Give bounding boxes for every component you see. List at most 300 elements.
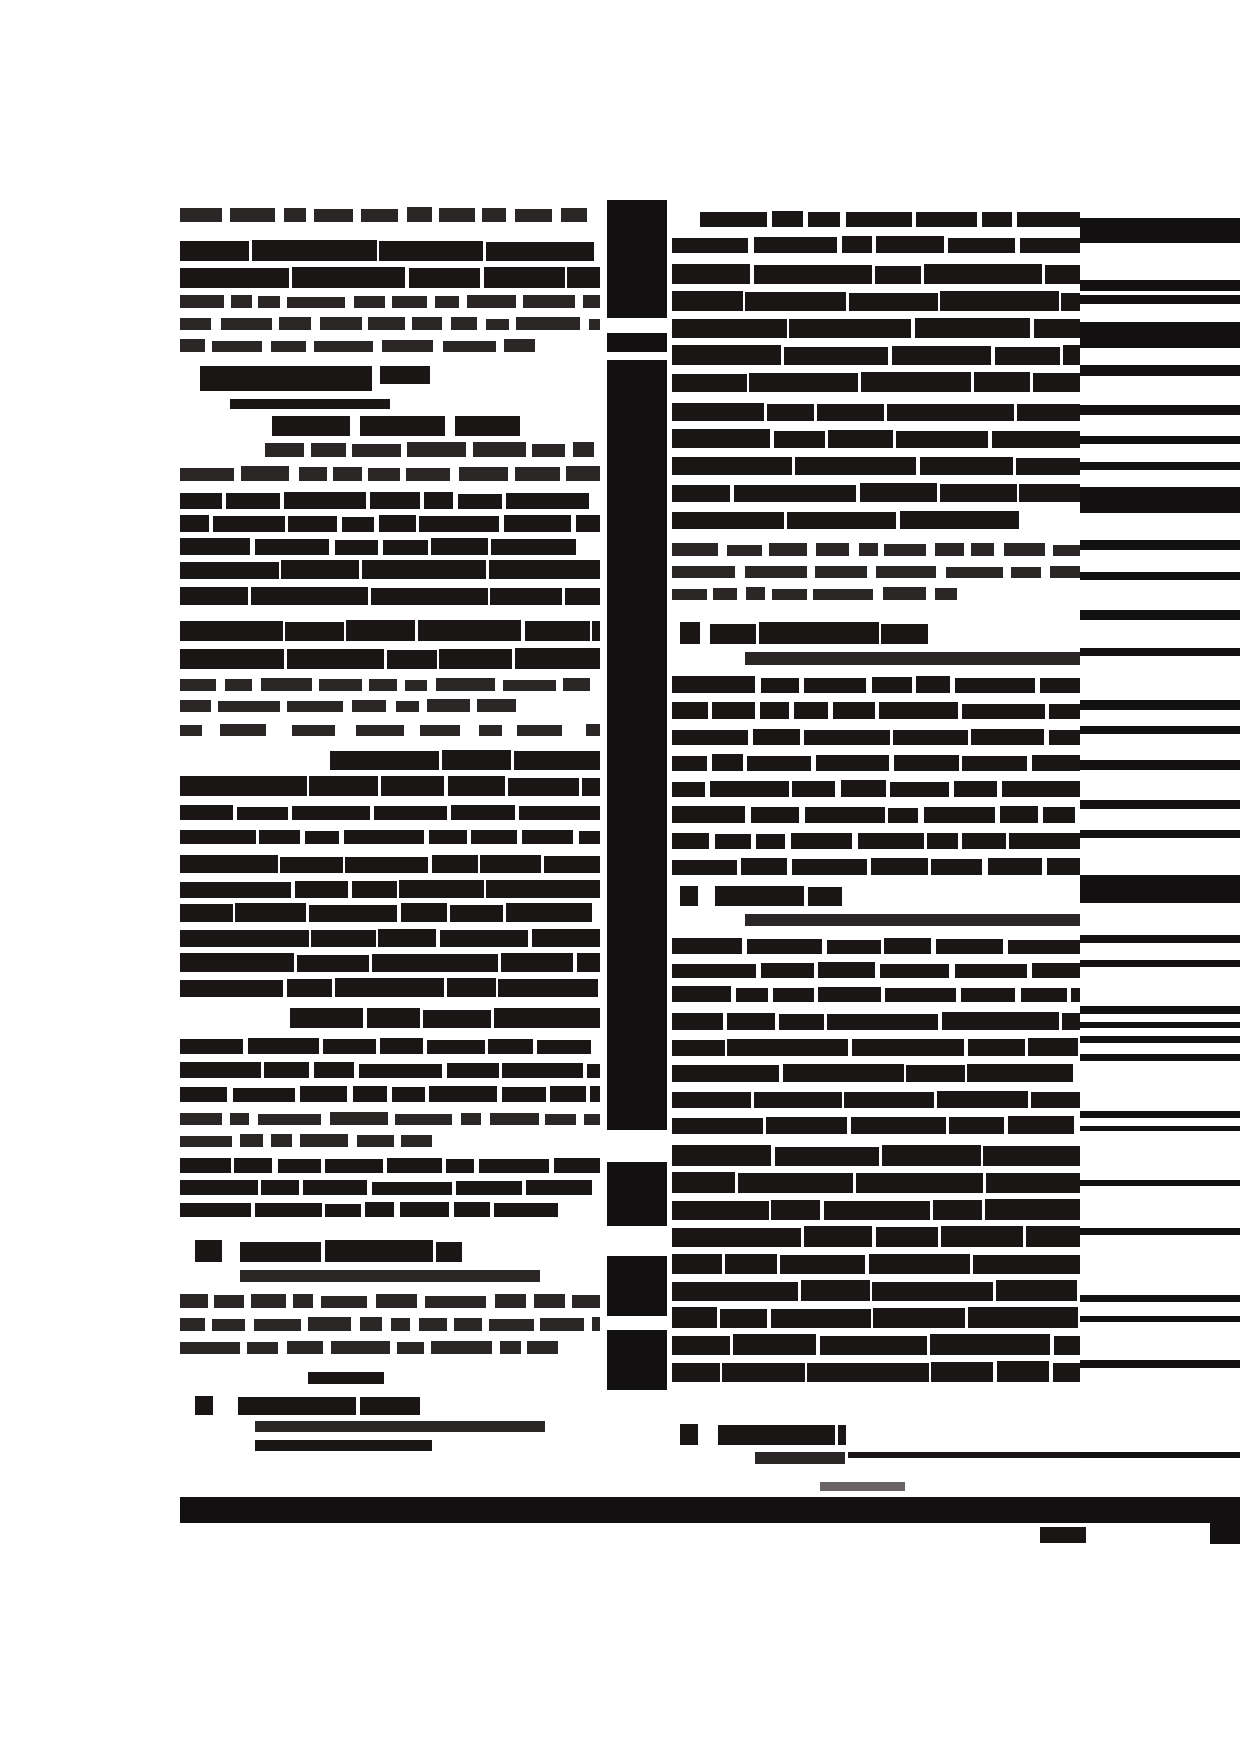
illegible-word-blob [672, 457, 792, 475]
illegible-word-blob [284, 492, 366, 509]
illegible-word-blob [369, 679, 396, 691]
illegible-word-blob [180, 700, 211, 712]
edge-bleed-streak [1080, 436, 1240, 444]
illegible-word-blob [851, 1117, 946, 1134]
illegible-word-blob [1062, 1013, 1080, 1030]
illegible-word-blob [876, 566, 936, 578]
illegible-word-blob [515, 648, 600, 669]
illegible-word-blob [213, 516, 285, 532]
illegible-word-blob [949, 1117, 1004, 1134]
illegible-word-blob [371, 588, 488, 605]
illegible-word-blob [808, 887, 842, 906]
illegible-word-blob [392, 296, 427, 308]
illegible-word-blob [281, 560, 359, 579]
paragraph-line [180, 339, 543, 352]
edge-bleed-streak [1080, 1295, 1240, 1302]
paragraph-line [672, 1199, 1084, 1220]
illegible-word-blob [419, 516, 499, 532]
illegible-word-blob [506, 493, 590, 509]
illegible-word-blob [330, 1112, 387, 1125]
illegible-word-blob [258, 1114, 322, 1125]
illegible-word-blob [672, 1282, 798, 1301]
paragraph-line [672, 858, 1085, 875]
illegible-word-blob [780, 1255, 866, 1274]
edge-bleed-streak [1080, 1180, 1240, 1186]
illegible-word-blob [335, 978, 444, 997]
edge-bleed-streak [1080, 700, 1240, 710]
illegible-word-blob [817, 404, 885, 421]
illegible-word-blob [342, 517, 374, 532]
illegible-word-blob [761, 963, 815, 978]
illegible-word-blob [920, 457, 1014, 475]
illegible-word-blob [736, 988, 768, 1002]
paragraph-line [672, 1307, 1081, 1328]
illegible-word-blob [872, 677, 912, 693]
illegible-word-blob [255, 1203, 322, 1217]
illegible-word-blob [225, 679, 252, 691]
illegible-word-blob [180, 1180, 258, 1195]
illegible-word-blob [409, 268, 480, 288]
illegible-word-blob [997, 1361, 1049, 1382]
paragraph-line [700, 210, 1084, 227]
illegible-word-blob [924, 264, 1042, 284]
illegible-word-blob [237, 807, 287, 820]
illegible-word-blob [482, 208, 506, 222]
illegible-word-blob [265, 443, 304, 457]
illegible-word-blob [672, 730, 748, 745]
illegible-word-blob [221, 318, 272, 330]
illegible-word-blob [429, 1086, 497, 1102]
illegible-word-blob [1026, 1226, 1080, 1247]
paragraph-line [180, 1340, 566, 1354]
paragraph-line [672, 780, 1086, 797]
illegible-word-blob [933, 1200, 982, 1220]
illegible-word-blob [566, 466, 600, 481]
illegible-word-blob [672, 1118, 763, 1134]
illegible-word-blob [365, 1202, 394, 1217]
illegible-word-blob [1008, 940, 1080, 954]
paragraph-line [672, 543, 1087, 556]
heading-subline [755, 1452, 845, 1464]
illegible-word-blob [672, 485, 730, 502]
paragraph-line [672, 1012, 1083, 1030]
illegible-word-blob [330, 751, 439, 770]
paragraph-line [180, 953, 604, 972]
illegible-word-blob [888, 808, 918, 823]
illegible-word-blob [722, 1363, 805, 1382]
illegible-word-blob [325, 1204, 361, 1217]
illegible-word-blob [372, 1182, 452, 1195]
illegible-word-blob [418, 620, 521, 641]
illegible-word-blob [1000, 806, 1037, 823]
illegible-word-blob [522, 830, 573, 844]
illegible-word-blob [968, 1039, 1025, 1056]
illegible-word-blob [590, 1086, 600, 1102]
paragraph-line [180, 1294, 607, 1308]
illegible-word-blob [725, 1254, 778, 1274]
illegible-word-blob [860, 483, 938, 502]
illegible-word-blob [747, 939, 821, 954]
paragraph-line [672, 587, 966, 600]
paragraph-line [330, 750, 604, 770]
heading-subline [745, 652, 1080, 665]
illegible-word-blob [672, 374, 747, 392]
gutter-smear [607, 333, 667, 352]
edge-bleed-streak [1080, 610, 1240, 620]
illegible-word-blob [180, 318, 211, 330]
paragraph-line [180, 492, 595, 509]
paragraph-line [672, 456, 1083, 475]
illegible-word-blob [427, 699, 470, 712]
paragraph-line [265, 442, 603, 457]
illegible-word-blob [491, 539, 576, 555]
illegible-word-blob [754, 1092, 842, 1108]
illegible-word-blob [292, 725, 335, 736]
illegible-word-blob [986, 1173, 1080, 1193]
illegible-word-blob [565, 588, 600, 605]
edge-bleed-streak [1080, 1360, 1240, 1368]
illegible-word-blob [734, 485, 856, 502]
illegible-word-blob [1021, 988, 1068, 1002]
illegible-word-blob [456, 1181, 522, 1195]
centered-heading [455, 416, 520, 436]
paragraph-line [672, 754, 1084, 771]
illegible-word-blob [930, 1334, 1050, 1355]
paragraph-line [180, 776, 604, 796]
illegible-word-blob [352, 700, 387, 712]
illegible-word-blob [372, 954, 498, 972]
illegible-word-blob [292, 806, 370, 820]
line-fragment [308, 1372, 384, 1384]
illegible-word-blob [458, 494, 502, 509]
paragraph-line [180, 805, 603, 820]
paragraph-line [180, 903, 595, 922]
illegible-word-blob [672, 986, 731, 1002]
illegible-word-blob [738, 1173, 853, 1193]
edge-bleed-streak [1080, 1452, 1240, 1458]
illegible-word-blob [502, 1063, 583, 1078]
illegible-word-blob [772, 589, 807, 600]
illegible-word-blob [931, 1362, 993, 1382]
illegible-word-blob [331, 1341, 390, 1354]
illegible-word-blob [916, 212, 977, 227]
illegible-word-blob [927, 833, 958, 849]
illegible-word-blob [882, 1145, 982, 1166]
illegible-word-blob [180, 953, 294, 972]
illegible-word-blob [180, 1087, 227, 1102]
illegible-word-blob [872, 1282, 993, 1301]
illegible-word-blob [856, 1173, 983, 1193]
illegible-word-blob [700, 212, 767, 227]
illegible-word-blob [473, 442, 526, 457]
illegible-word-blob [583, 295, 600, 308]
illegible-word-blob [672, 1336, 730, 1355]
illegible-word-blob [881, 624, 928, 644]
paragraph-line [180, 699, 526, 712]
illegible-word-blob [713, 588, 737, 600]
illegible-word-blob [672, 1013, 723, 1030]
illegible-word-blob [1008, 1116, 1074, 1134]
illegible-word-blob [1053, 1363, 1080, 1382]
illegible-word-blob [503, 680, 556, 691]
paragraph-line [180, 295, 606, 308]
edge-bleed-streak [1080, 218, 1240, 243]
paragraph-line [672, 728, 1084, 745]
illegible-word-blob [180, 1203, 251, 1217]
illegible-word-blob [488, 1039, 532, 1054]
paragraph-line [672, 1280, 1080, 1301]
illegible-word-blob [311, 930, 376, 947]
illegible-word-blob [577, 953, 600, 972]
illegible-word-blob [517, 725, 562, 736]
paragraph-line [672, 402, 1084, 421]
illegible-word-blob [230, 208, 275, 222]
illegible-word-blob [937, 1091, 1028, 1108]
paragraph-line [290, 1008, 603, 1028]
illegible-word-blob [254, 1319, 300, 1331]
illegible-word-blob [180, 562, 279, 579]
illegible-word-blob [1053, 545, 1080, 556]
illegible-word-blob [672, 319, 787, 338]
illegible-word-blob [672, 1201, 769, 1220]
gutter-smear [607, 1330, 667, 1390]
illegible-word-blob [838, 1425, 846, 1445]
illegible-word-blob [792, 859, 867, 875]
illegible-word-blob [378, 929, 436, 947]
illegible-word-blob [672, 1172, 735, 1193]
illegible-word-blob [841, 780, 886, 797]
illegible-word-blob [672, 1092, 751, 1108]
illegible-word-blob [906, 1065, 965, 1082]
illegible-word-blob [504, 515, 570, 532]
edge-bleed-streak [1080, 1316, 1240, 1322]
illegible-word-blob [745, 566, 807, 578]
illegible-word-blob [1043, 807, 1076, 823]
illegible-word-blob [308, 1317, 350, 1331]
illegible-word-blob [747, 756, 811, 771]
illegible-word-blob [251, 1294, 285, 1308]
illegible-word-blob [727, 545, 762, 556]
illegible-word-blob [292, 267, 405, 288]
paragraph-line [180, 267, 602, 288]
paragraph-line [672, 1116, 1078, 1134]
illegible-word-blob [247, 1342, 278, 1354]
illegible-word-blob [996, 1280, 1077, 1301]
illegible-word-blob [876, 236, 945, 253]
illegible-word-blob [436, 678, 494, 691]
illegible-word-blob [526, 1180, 592, 1195]
illegible-word-blob [287, 979, 332, 997]
gutter-smear [607, 360, 667, 1130]
illegible-word-blob [946, 567, 1004, 578]
paragraph-line [180, 1317, 609, 1331]
illegible-word-blob [471, 830, 517, 844]
illegible-word-blob [397, 1342, 424, 1354]
illegible-word-blob [396, 701, 419, 712]
illegible-word-blob [180, 1039, 243, 1054]
illegible-word-blob [220, 724, 266, 736]
heading-subline [255, 1421, 545, 1432]
edge-bleed-streak [1080, 1006, 1240, 1014]
illegible-word-blob [584, 1114, 599, 1125]
illegible-word-blob [300, 1086, 347, 1102]
illegible-word-blob [935, 588, 957, 600]
illegible-word-blob [271, 1134, 292, 1147]
illegible-word-blob [815, 566, 867, 578]
illegible-word-blob [1028, 1038, 1078, 1056]
paragraph-line [672, 372, 1083, 392]
illegible-word-blob [753, 729, 800, 745]
illegible-word-blob [314, 1062, 354, 1078]
illegible-word-blob [180, 1318, 205, 1331]
illegible-word-blob [477, 699, 516, 712]
illegible-word-blob [406, 468, 450, 481]
illegible-word-blob [766, 1117, 848, 1134]
illegible-word-blob [251, 587, 368, 605]
paragraph-line [180, 928, 604, 947]
illegible-word-blob [180, 725, 202, 736]
paragraph-line [180, 1086, 605, 1102]
illegible-word-blob [321, 1296, 367, 1308]
illegible-word-blob [515, 467, 560, 481]
illegible-word-blob [896, 431, 988, 448]
footer-rule-bar [180, 1497, 1080, 1523]
illegible-word-blob [431, 1341, 492, 1354]
illegible-word-blob [869, 1254, 970, 1274]
illegible-word-blob [180, 468, 234, 481]
paragraph-line [180, 1134, 439, 1147]
illegible-word-blob [387, 650, 437, 669]
edge-bleed-streak [1080, 1111, 1240, 1118]
illegible-word-blob [756, 834, 785, 849]
edge-bleed-streak [1080, 1022, 1240, 1028]
illegible-word-blob [504, 339, 534, 352]
illegible-word-blob [180, 339, 205, 352]
paragraph-line [672, 1334, 1083, 1355]
illegible-word-blob [955, 678, 1034, 693]
illegible-word-blob [813, 589, 873, 600]
centered-heading [360, 416, 445, 436]
edge-bleed-streak [1080, 935, 1240, 943]
paragraph-line [672, 986, 1083, 1002]
illegible-word-blob [248, 1038, 319, 1054]
illegible-word-blob [309, 905, 398, 922]
illegible-word-blob [439, 649, 511, 669]
section-number-blob [195, 1240, 222, 1262]
illegible-word-blob [180, 1062, 261, 1078]
illegible-word-blob [672, 403, 764, 421]
paragraph-line [672, 510, 1021, 529]
illegible-word-blob [1047, 858, 1080, 875]
paragraph-line [180, 1062, 605, 1078]
edge-bleed-streak [1080, 1054, 1240, 1061]
illegible-word-blob [360, 1317, 382, 1331]
illegible-word-blob [448, 776, 505, 796]
illegible-word-blob [387, 1158, 442, 1173]
illegible-word-blob [827, 940, 881, 954]
illegible-word-blob [240, 1242, 321, 1262]
illegible-word-blob [771, 1309, 871, 1328]
illegible-word-blob [858, 833, 924, 849]
illegible-word-blob [789, 319, 911, 338]
illegible-word-blob [212, 1319, 244, 1331]
illegible-word-blob [983, 1146, 1079, 1166]
illegible-word-blob [180, 493, 222, 509]
paragraph-line [672, 702, 1083, 719]
illegible-word-blob [532, 929, 600, 947]
illegible-word-blob [374, 806, 447, 820]
illegible-word-blob [816, 543, 848, 556]
section-heading-blobs [715, 886, 844, 906]
illegible-word-blob [287, 649, 384, 669]
illegible-word-blob [314, 341, 374, 352]
illegible-word-blob [804, 1226, 872, 1247]
illegible-word-blob [1004, 543, 1045, 556]
paragraph-line [180, 207, 595, 222]
paragraph-line [180, 515, 604, 532]
paragraph-line [672, 1172, 1083, 1193]
paragraph-line [180, 586, 603, 605]
paragraph-line [672, 938, 1083, 954]
illegible-word-blob [672, 938, 742, 954]
illegible-word-blob [879, 702, 958, 719]
illegible-word-blob [745, 292, 846, 311]
edge-bleed-streak [1080, 322, 1240, 348]
illegible-word-blob [942, 1012, 1059, 1030]
illegible-word-blob [238, 1397, 356, 1415]
paragraph-line [672, 832, 1086, 849]
illegible-word-blob [290, 1008, 363, 1028]
illegible-word-blob [287, 297, 345, 308]
illegible-word-blob [376, 1294, 416, 1308]
illegible-word-blob [1049, 730, 1080, 745]
illegible-word-blob [827, 1014, 938, 1030]
section-heading-blobs [718, 1424, 850, 1445]
illegible-word-blob [345, 857, 428, 873]
illegible-word-blob [1050, 566, 1080, 578]
illegible-word-blob [672, 964, 756, 978]
illegible-word-blob [672, 1065, 779, 1082]
illegible-word-blob [871, 858, 928, 875]
illegible-word-blob [523, 295, 575, 308]
illegible-word-blob [450, 905, 502, 922]
illegible-word-blob [672, 676, 755, 693]
illegible-word-blob [425, 1296, 485, 1308]
illegible-word-blob [297, 955, 368, 972]
footer-corner-blob [1210, 1522, 1240, 1544]
illegible-word-blob [545, 1114, 575, 1125]
illegible-word-blob [940, 484, 1017, 502]
illegible-word-blob [180, 1136, 232, 1147]
illegible-word-blob [672, 1040, 725, 1056]
illegible-word-blob [746, 587, 765, 600]
illegible-word-blob [733, 1334, 816, 1355]
edge-bleed-streak [1080, 280, 1240, 291]
illegible-word-blob [368, 317, 405, 330]
illegible-word-blob [852, 1039, 963, 1056]
illegible-word-blob [454, 1318, 482, 1331]
edge-bleed-streak [1080, 1036, 1240, 1043]
paragraph-line [180, 978, 600, 997]
heading-subline [745, 914, 1080, 926]
edge-bleed-streak [1080, 760, 1240, 770]
illegible-word-blob [672, 429, 770, 448]
illegible-word-blob [180, 1294, 208, 1308]
illegible-word-blob [516, 317, 580, 330]
paragraph-line [180, 466, 609, 481]
illegible-word-blob [180, 208, 222, 222]
illegible-word-blob [894, 755, 959, 771]
